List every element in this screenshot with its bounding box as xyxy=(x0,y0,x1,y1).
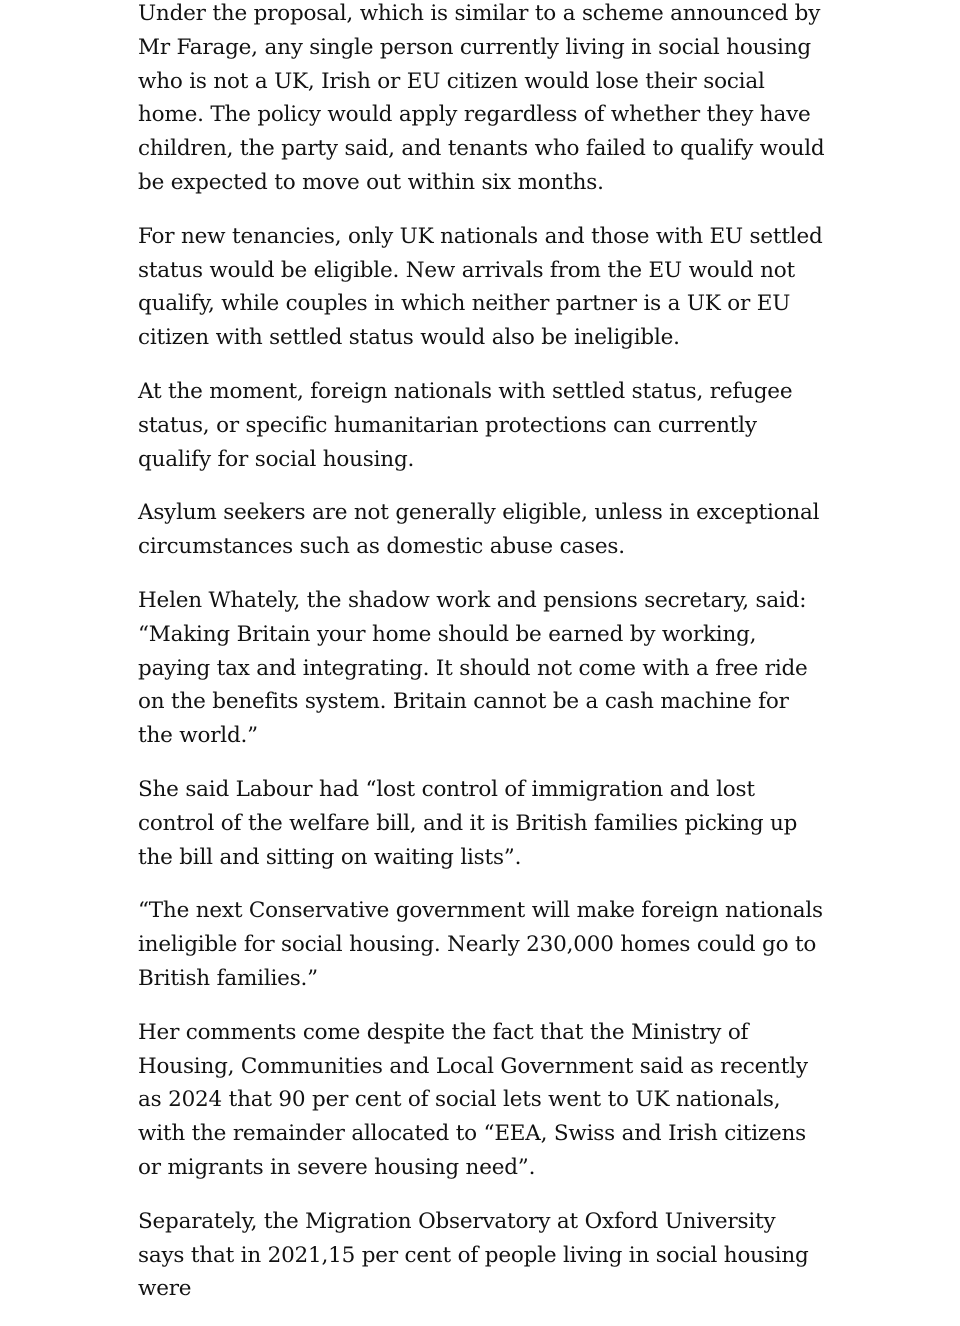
paragraph-conservative-pledge: “The next Conservative government will make foreign nationals ineligible for social housing. Nearly 230,000 homes could go to British families.” xyxy=(138,898,823,991)
paragraph-migration-observatory: Separately, the Migration Observatory at Oxford University says that in 2021,15 per cent of people living in social housing were xyxy=(138,1208,809,1302)
paragraph-current-eligibility: At the moment, foreign nationals with settled status, refugee status, or specific humanitarian protections can currently qualify for social housing. xyxy=(138,378,793,472)
paragraph-whately-quote: Helen Whately, the shadow work and pensions secretary, said: “Making Britain your home should be earned by working, paying tax and integrating. It should not come with a free ride on the benefits system. Britain cannot be a cash machine for the world.” xyxy=(138,587,808,749)
paragraph-labour-criticism: She said Labour had “lost control of immigration and lost control of the welfare bill, and it is British families picking up the bill and sitting on waiting lists”. xyxy=(138,776,798,870)
paragraph-proposal: Under the proposal, which is similar to a scheme announced by Mr Farage, any single person currently living in social housing who is not a UK, Irish or EU citizen would lose their social home. The policy would apply regardless of whether they have children, the party said, and tenants who failed to qualify would be expected to move out within six months. xyxy=(138,1,825,195)
article-body xyxy=(138,0,828,1326)
paragraph-ministry-figures: Her comments come despite the fact that the Ministry of Housing, Communities and Local Government said as recently as 2024 that 90 per cent of social lets went to UK nationals, with the remainder allocated to “EEA, Swiss and Irish citizens or migrants in severe housing need”. xyxy=(138,1019,808,1180)
paragraph-new-tenancies: For new tenancies, only UK nationals and those with EU settled status would be eligible. New arrivals from the EU would not qualify, while couples in which neither partner is a UK or EU citizen with settled status would also be ineligible. xyxy=(138,223,823,351)
paragraph-asylum-seekers: Asylum seekers are not generally eligible, unless in exceptional circumstances such as domestic abuse cases. xyxy=(138,500,820,560)
